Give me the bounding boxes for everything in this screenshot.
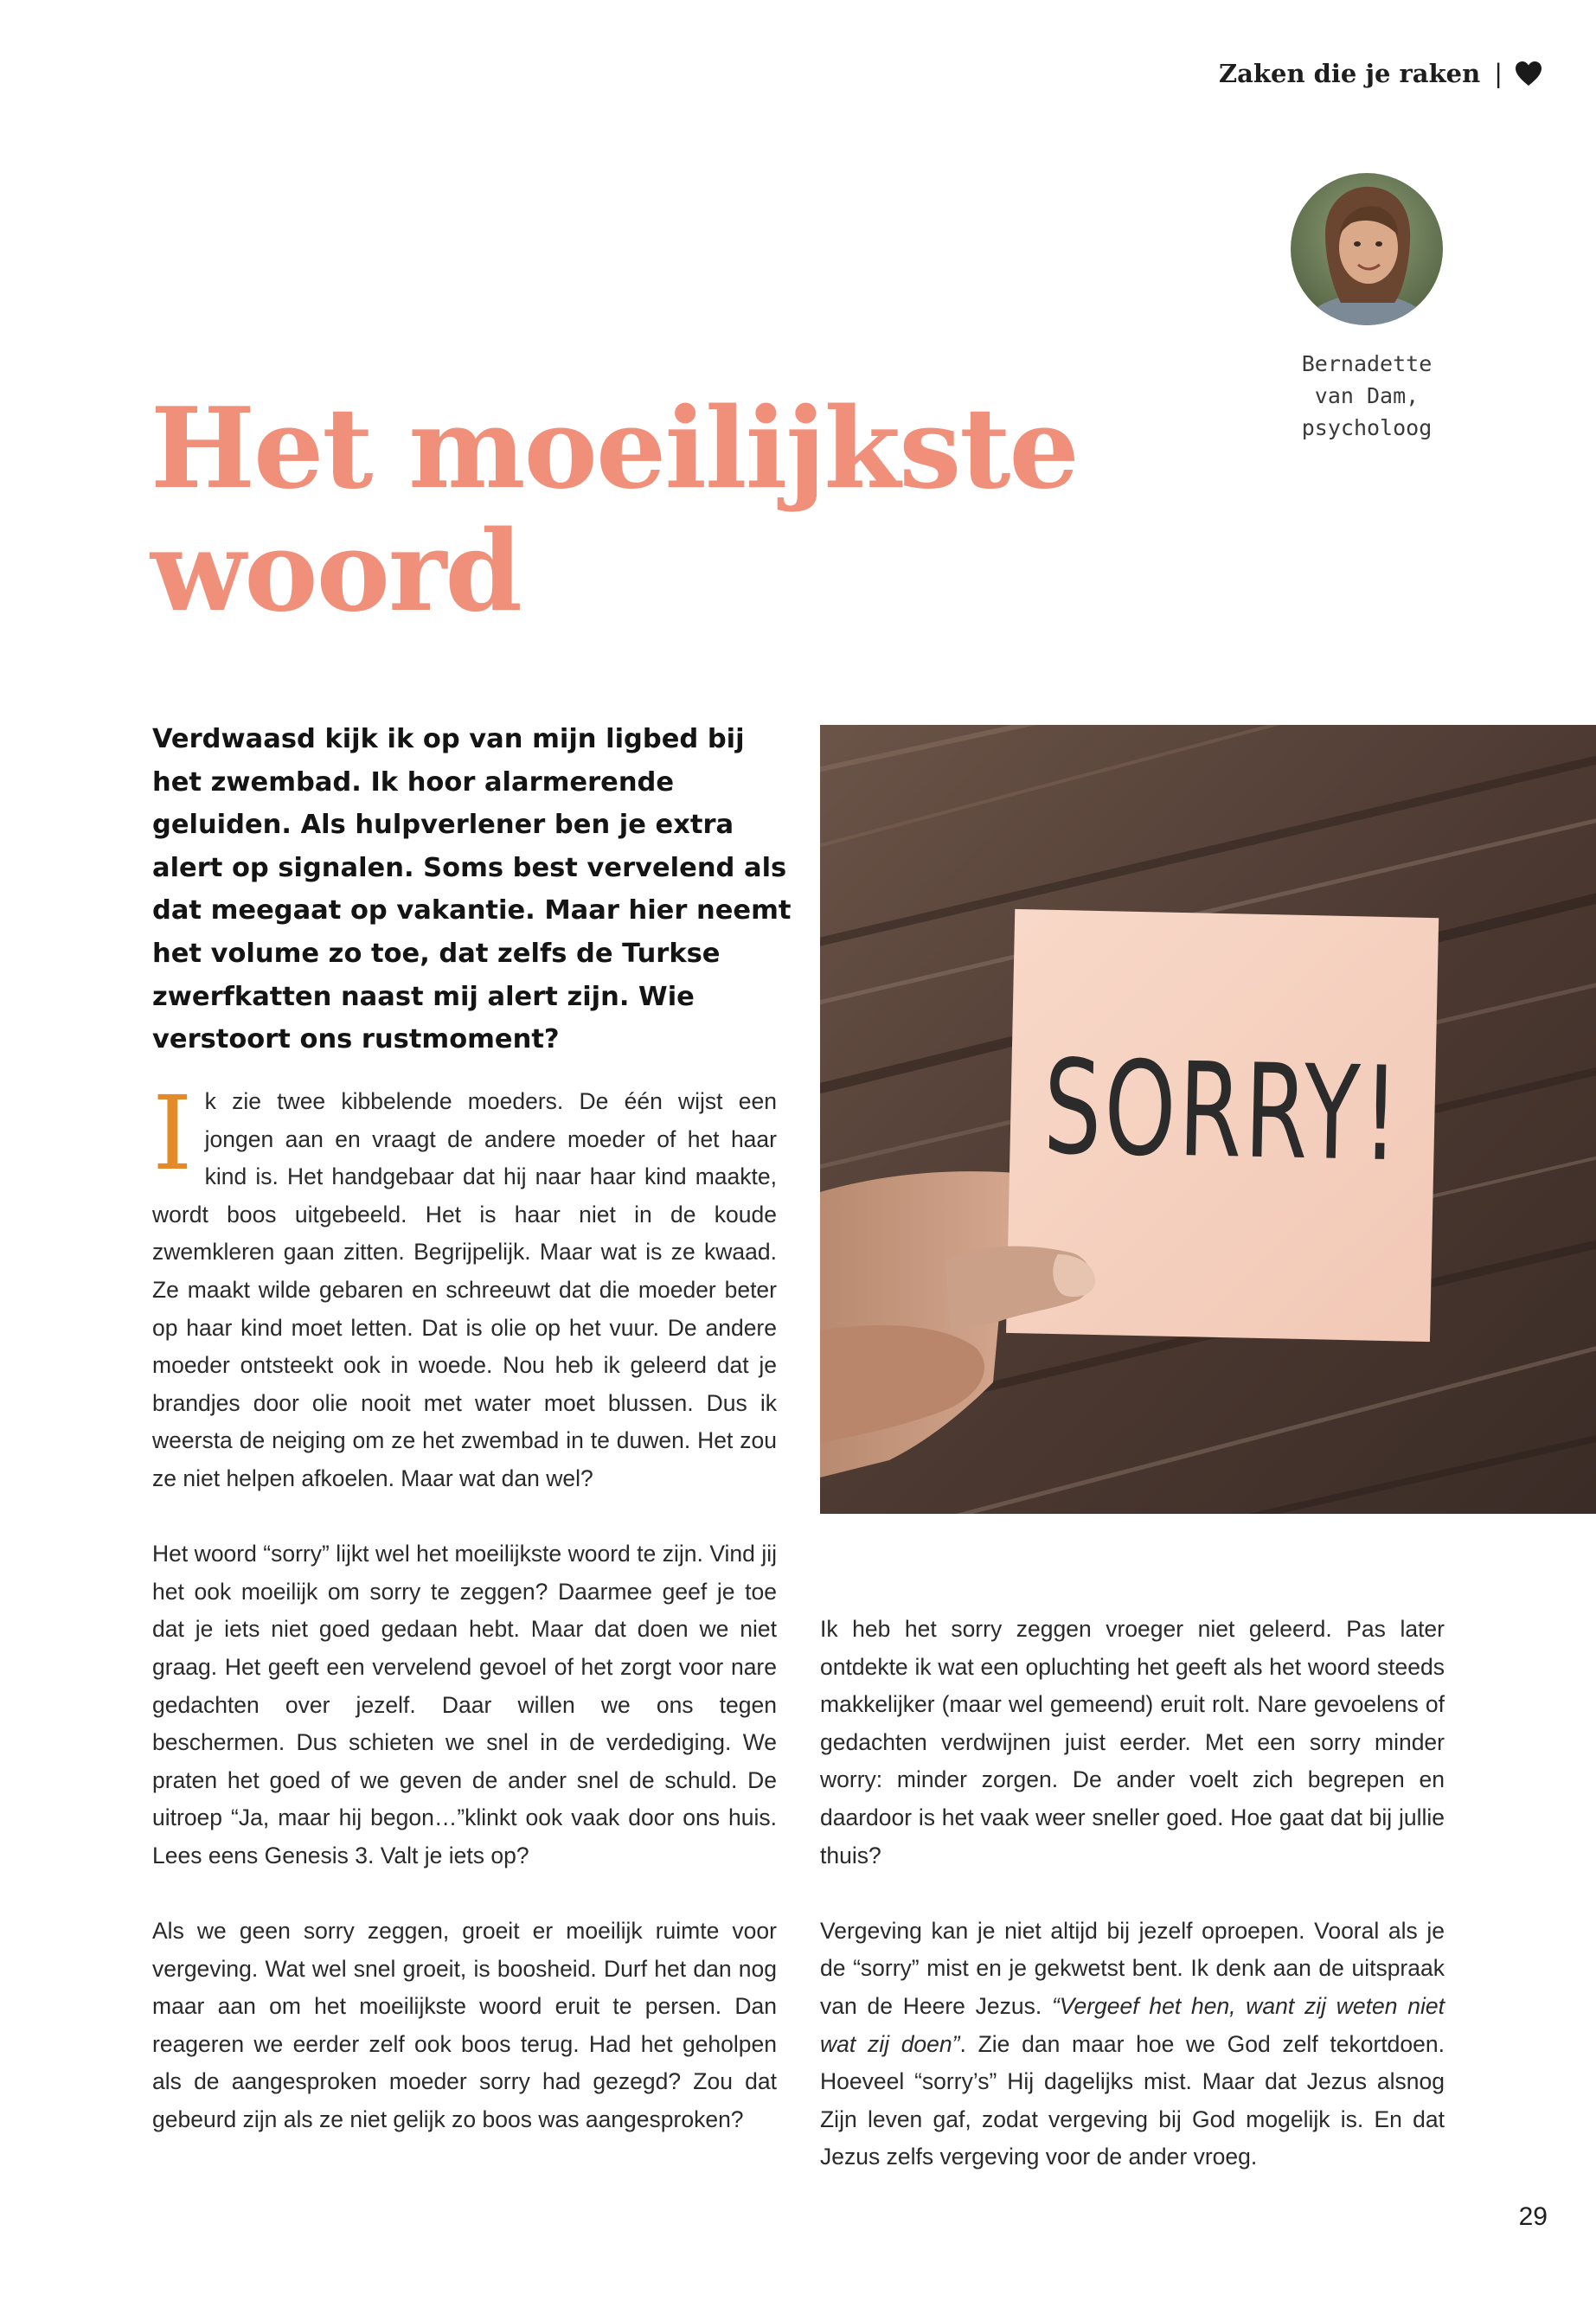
body-paragraph-1 <box>152 1074 777 1498</box>
article-title <box>151 384 1145 637</box>
heart-icon <box>1515 61 1542 87</box>
body-column-right <box>820 1611 1445 2176</box>
body-paragraph-3: Als we geen sorry zeggen, groeit er moeilijk ruimte voor vergeving. Wat wel snel groeit, is boosheid. Durf het dan nog maar aan om het moeilijkste woord eruit te persen. Dan reageren we eerder zelf ook boos terug. Had het geholpen als de aangesproken moeder sorry had gezegd? Zou dat gebeurd zijn als ze niet gelijk zo boos was aangesproken? <box>152 1918 777 2133</box>
author-caption <box>1263 348 1471 444</box>
section-title: Zaken die je raken <box>1218 59 1481 88</box>
title-line-2: woord <box>151 507 521 637</box>
bible-quote: “Vergeef het hen, want zij weten niet wat zij doen” <box>820 1992 1445 2057</box>
page-number: 29 <box>1518 2202 1548 2231</box>
body-column-left <box>152 1074 777 2139</box>
body-paragraph-5-text-b: . Zie dan maar hoe we God zelf tekortdoen. Hoeveel “sorry’s” Hij dagelijks mist. Maar dat Jezus alsnog Zijn leven gaf, zodat vergeving bij God mogelijk is. En dat Jezus zelfs vergeving voor de ander vroeg. <box>820 2030 1445 2170</box>
running-head <box>1219 59 1542 88</box>
body-paragraph-5-text-a: Vergeving kan je niet altijd bij jezelf oproepen. Vooral als je de “sorry” mist en je gekwetst bent. Ik denk aan de uitspraak van de Heere Jezus. <box>820 1917 1445 2019</box>
note-text: SORRY! <box>1042 1031 1403 1191</box>
intro-paragraph: Verdwaasd kijk ik op van mijn ligbed bij het zwembad. Ik hoor alarmerende geluiden. Als hulpverlener ben je extra alert op signalen. Soms best vervelend als dat meegaat op vakantie. Maar hier neemt het volume zo toe, dat zelfs de Turkse zwerfkatten naast mij alert zijn. Wie verstoort ons rustmoment? <box>152 724 792 1055</box>
sorry-note-photo <box>820 725 1596 1514</box>
body-paragraph-4: Ik heb het sorry zeggen vroeger niet geleerd. Pas later ontdekte ik wat een opluchting het geeft als het woord steeds makkelijker (maar wel gemeend) eruit rolt. Nare gevoelens of gedachten verdwijnen juist eerder. Met een sorry minder worry: minder zorgen. De ander voelt zich begrepen en daardoor is het vaak weer sneller goed. Hoe gaat dat bij jullie thuis? <box>820 1616 1445 1868</box>
author-role: psycholoog <box>1301 415 1433 440</box>
title-line-1: Het moeilijkste <box>151 384 1078 514</box>
author-name-line-2: van Dam, <box>1314 383 1420 408</box>
drop-cap: I <box>152 1074 193 1193</box>
body-paragraph-2: Het woord “sorry” lijkt wel het moeilijkste woord te zijn. Vind jij het ook moeilijk om sorry te zeggen? Daarmee geef je toe dat je iets niet goed gedaan hebt. Maar dat doen we niet graag. Het geeft een vervelend gevoel of het zorgt voor nare gedachten over jezelf. Daar willen we ons tegen beschermen. Dus schieten we snel in de verdediging. We praten het goed of we geven de ander snel de schuld. De uitroep “Ja, maar hij begon…”klinkt ook vaak door ons huis. Lees eens Genesis 3. Valt je iets op? <box>152 1541 777 1868</box>
body-paragraph-5 <box>820 1913 1445 2176</box>
author-photo <box>1291 173 1443 325</box>
header-separator: | <box>1494 59 1503 88</box>
author-name-line-1: Bernadette <box>1301 351 1433 376</box>
body-paragraph-1-text: k zie twee kibbelende moeders. De één wijst een jongen aan en vraagt de andere moeder of het haar kind is. Het handgebaar dat hij naar haar kind maakte, wordt boos uitgebeeld. Het is haar niet in de koude zwemkleren gaan zitten. Begrijpelijk. Maar wat is ze kwaad. Ze maakt wilde gebaren en schreeuwt dat die moeder beter op haar kind moet letten. Dat is olie op het vuur. De andere moeder ontsteekt ook in woede. Nou heb ik geleerd dat je brandjes door olie nooit met water moet blussen. Dus ik weersta de neiging om ze het zwembad in te duwen. Het zou ze niet helpen afkoelen. Maar wat dan wel? <box>152 1088 777 1491</box>
